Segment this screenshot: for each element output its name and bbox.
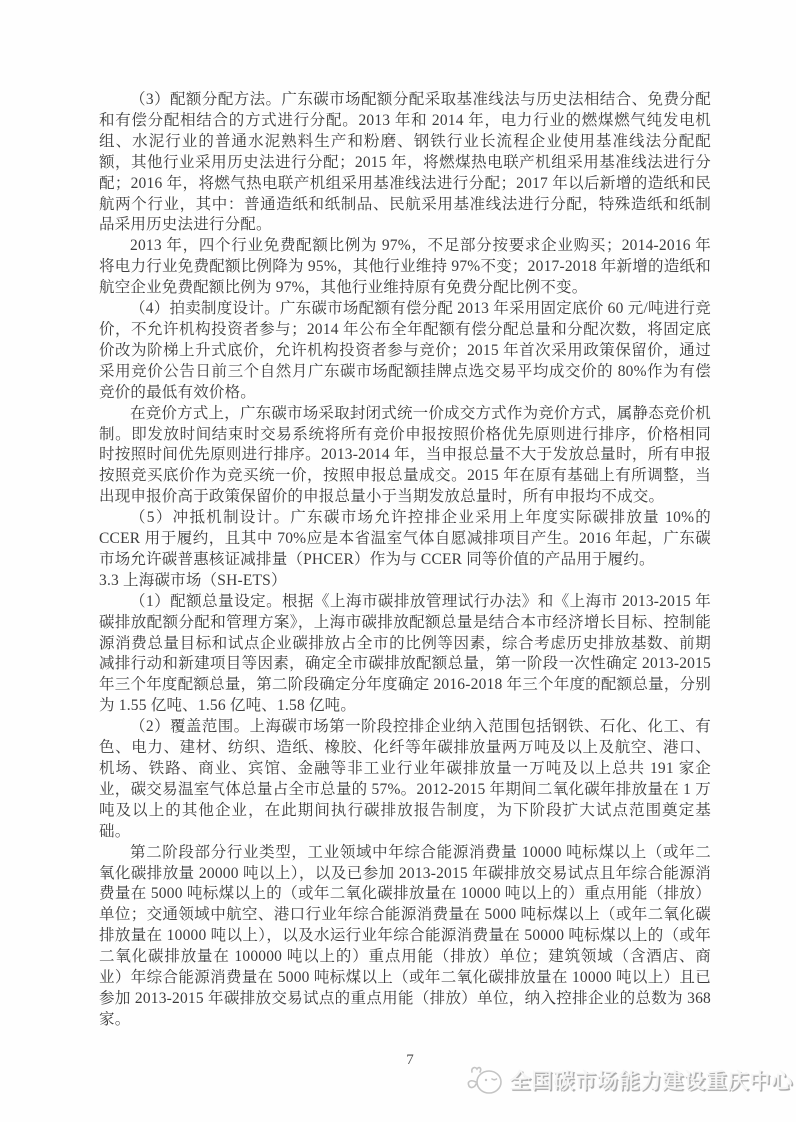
document-body: [99, 90, 711, 1031]
paragraph-coverage-scope: （2）覆盖范围。上海碳市场第一阶段控排企业纳入范围包括钢铁、石化、化工、有色、电力、建材、纺织、造纸、橡胶、化纤等年碳排放量两万吨及以上及航空、港口、机场、铁路、商业、宾馆、金融等非工业行业年碳排放量一万吨及以上总共 191 家企业，碳交易温室气体总量占全市总量的 57%。2012-2015 年期间二氧化碳年排放量在 1 万吨及以上的其他企业，在此期间执行碳排放报告制度，为下阶段扩大试点范围奠定基础。: [99, 718, 711, 840]
section-heading-shanghai-ets: 3.3 上海碳市场（SH-ETS）: [99, 571, 287, 589]
paragraph-total-quota-setting: （1）配额总量设定。根据《上海市碳排放管理试行办法》和《上海市 2013-2015 年碳排放配额分配和管理方案》，上海市碳排放配额总量是结合本市经济增长目标、控制能源消费总量目标和试点企业碳排放占全市的比例等因素，综合考虑历史排放基数、前期减排行动和新建项目等因素，确定全市碳排放配额总量，第一阶段一次性确定 2013-2015 年三个年度配额总量，第二阶段确定分年度确定 2016-2018 年三个年度的配额总量，分别为 1.55 亿吨、1.56 亿吨、1.58 亿吨。: [99, 592, 711, 715]
watermark: [462, 1060, 793, 1100]
watermark-text: 全国碳市场能力建设重庆中心: [509, 1070, 793, 1093]
paragraph-bidding-mechanism: 在竞价方式上，广东碳市场采取封闭式统一价成交方式作为竞价方式，属静态竞价机制。即发放时间结束时交易系统将所有竞价申报按照价格优先原则进行排序，价格相同时按照时间优先原则进行排序。2013-2014 年，当申报总量不大于发放总量时，所有申报按照竞买底价作为竞买统一价，按照申报总量成交。2015 年在原有基础上有所调整，当出现申报价高于政策保留价的申报总量小于当期发放总量时，所有申报均不成交。: [99, 404, 711, 506]
paragraph-auction-design: （4）拍卖制度设计。广东碳市场配额有偿分配 2013 年采用固定底价 60 元/吨进行竞价，不允许机构投资者参与；2014 年公布全年配额有偿分配总量和分配次数，将固定底价改为阶梯上升式底价，允许机构投资者参与竞价；2015 年首次采用政策保留价，通过采用竞价公告日前三个自然月广东碳市场配额挂牌点选交易平均成交价的 80%作为有偿竞价的最低有效价格。: [99, 300, 711, 401]
paragraph-quota-allocation-method: （3）配额分配方法。广东碳市场配额分配采取基准线法与历史法相结合、免费分配和有偿分配相结合的方式进行分配。2013 年和 2014 年，电力行业的燃煤燃气纯发电机组、水泥行业的普通水泥熟料生产和粉磨、钢铁行业长流程企业使用基准线法分配配额，其他行业采用历史法进行分配；2015 年，将燃煤热电联产机组采用基准线法进行分配；2016 年，将燃气热电联产机组采用基准线法进行分配；2017 年以后新增的造纸和民航两个行业，其中：普通造纸和纸制品、民航采用基准线法进行分配，特殊造纸和纸制品采用历史法进行分配。: [99, 91, 711, 234]
paragraph-free-quota-ratio: 2013 年，四个行业免费配额比例为 97%，不足部分按要求企业购买；2014-2016 年将电力行业免费配额比例降为 95%，其他行业维持 97%不变；2017-2018 年新增的造纸和航空企业免费配额比例为 97%，其他行业维持原有免费分配比例不变。: [99, 237, 711, 297]
page-number: 7: [406, 1052, 414, 1068]
paragraph-second-phase-industries: 第二阶段部分行业类型，工业领域中年综合能源消费量 10000 吨标煤以上（或年二氧化碳排放量 20000 吨以上），以及已参加 2013-2015 年碳排放交易试点且年综合能源消费量在 5000 吨标煤以上的（或年二氧化碳排放量在 10000 吨以上的）重点用能（排放）单位；交通领域中航空、港口行业年综合能源消费量在 5000 吨标煤以上（或年二氧化碳排放量在 10000 吨以上），以及水运行业年综合能源消费量在 50000 吨标煤以上的（或年二氧化碳排放量在 100000 吨以上的）重点用能（排放）单位；建筑领域（含酒店、商业）年综合能源消费量在 5000 吨标煤以上（或年二氧化碳排放量在 10000 吨以上）且已参加 2013-2015 年碳排放交易试点的重点用能（排放）单位，纳入控排企业的总数为 368 家。: [99, 843, 711, 1028]
paragraph-offset-mechanism: （5）冲抵机制设计。广东碳市场允许控排企业采用上年度实际碳排放量 10%的 CCER 用于履约，且其中 70%应是本省温室气体自愿减排项目产生。2016 年起，广东碳市场允许碳普惠核证减排量（PHCER）作为与 CCER 同等价值的产品用于履约。: [99, 509, 711, 568]
page-footer: [0, 1052, 796, 1122]
chongqing-center-logo-icon: [462, 1060, 506, 1100]
